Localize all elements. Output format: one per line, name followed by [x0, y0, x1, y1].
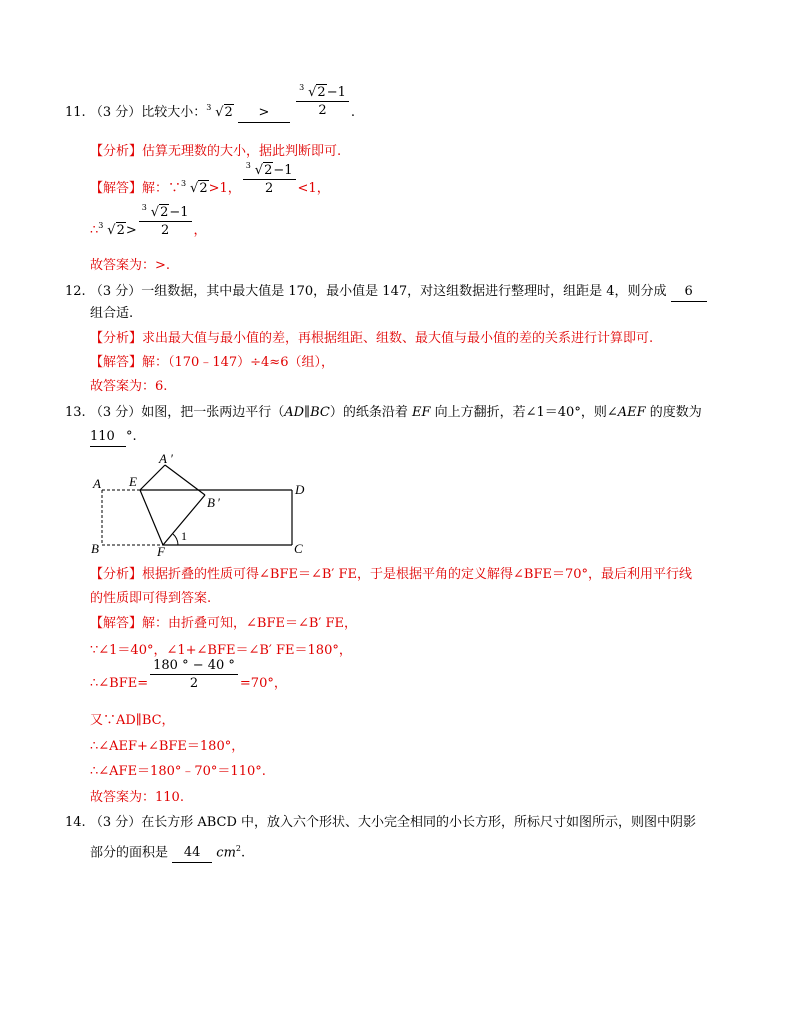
fig-label-A: A [93, 476, 101, 491]
q12-solution: 【解答】解：（170﹣147）÷4≈6（组）， [90, 355, 334, 370]
q11-answer-blank: > [238, 104, 290, 123]
q13-sol2: ∵∠1＝40°，∠1+∠BFE＝∠B′ FE＝180°， [90, 643, 352, 658]
q11-solution: 【解答】解：∵ 3 √2>1， 3 √2−1 2 <1， [90, 161, 330, 196]
fig-label-Bprime: B ′ [207, 495, 220, 510]
fig-angle-arc [173, 534, 178, 545]
fig-label-B: B [91, 541, 99, 556]
q13-figure [85, 450, 325, 558]
q13-analysis: 【分析】根据折叠的性质可得∠BFE＝∠B′ FE，于是根据平角的定义解得∠BFE＝70°，最后利用平行线 [90, 567, 693, 582]
q11-number: 11. [65, 105, 86, 120]
q13-sol3: ∴∠BFE= $\frac{180 ^\circ - 40 ^\circ}{2}$ =70°， [90, 658, 287, 691]
q13-sol4: 又∵AD∥BC， [90, 713, 175, 728]
q13-analysis-line2: 的性质即可得到答案. [90, 591, 212, 606]
q11-analysis: 【分析】估算无理数的大小，据此判断即可. [90, 144, 342, 159]
q11-stem-text: 比较大小： [141, 105, 207, 120]
fig-line-EA [140, 465, 165, 490]
q12-stem: 12. （3 分）一组数据，其中最大值是 170，最小值是 147，对这组数据进行整理时，组距是 4，则分成 6 [65, 283, 707, 302]
fig-label-Aprime: A ′ [159, 451, 173, 466]
q14-stem-line2: 部分的面积是 44 $cm^2$. [90, 840, 245, 863]
fig-label-D: D [295, 482, 305, 497]
q14-stem: 14. （3 分）在长方形 ABCD 中，放入六个形状、大小完全相同的小长方形，所标尺寸如图所示，则图中阴影 [65, 815, 697, 830]
q11-final: 故答案为：>. [90, 258, 171, 273]
q13-sol5: ∴∠AEF+∠BFE＝180°， [90, 739, 245, 754]
q12-stem-line2: 组合适. [90, 306, 134, 321]
fig-label-C: C [294, 541, 303, 556]
q13-solution: 【解答】解：由折叠可知，∠BFE＝∠B′ FE， [90, 616, 358, 631]
q13-answer-blank: 110 [90, 428, 126, 447]
q13-answer-line: 110 °. [90, 428, 137, 447]
q11-solution-fraction: 3 √2−1 2 [243, 162, 296, 197]
q12-answer-blank: 6 [671, 283, 707, 302]
q13-sol3-fraction: $\frac{180 ^\circ - 40 ^\circ}{2}$ [150, 657, 238, 692]
q12-final: 故答案为：6. [90, 379, 168, 394]
q13-stem: 13. （3 分）如图，把一张两边平行（AD∥BC）的纸条沿着 EF 向上方翻折，若∠1＝40°，则∠AEF 的度数为 [65, 405, 702, 420]
q11-cuberoot: 3 √2 [206, 103, 233, 120]
fig-label-angle1: 1 [181, 529, 187, 543]
q11-stem: 11. （3 分）比较大小： 3 √2 > 3 √2−1 2 . [65, 104, 355, 123]
fig-label-E: E [129, 474, 137, 489]
q11-score: （3 分） [89, 105, 142, 120]
q12-analysis: 【分析】求出最大值与最小值的差，再根据组距、组数、最大值与最小值的差的关系进行计算即可. [90, 331, 654, 346]
q13-final: 故答案为：110. [90, 790, 184, 805]
q13-sol6: ∴∠AFE＝180°﹣70°＝110°. [90, 764, 266, 779]
q14-answer-blank: 44 [172, 844, 212, 863]
q11-fraction: 3 √2−1 2 [296, 84, 349, 119]
q11-therefore: ∴ 3 √2> 3 √2−1 2 ， [90, 203, 207, 238]
fig-line-EF [140, 490, 163, 545]
fig-label-F: F [157, 544, 165, 558]
